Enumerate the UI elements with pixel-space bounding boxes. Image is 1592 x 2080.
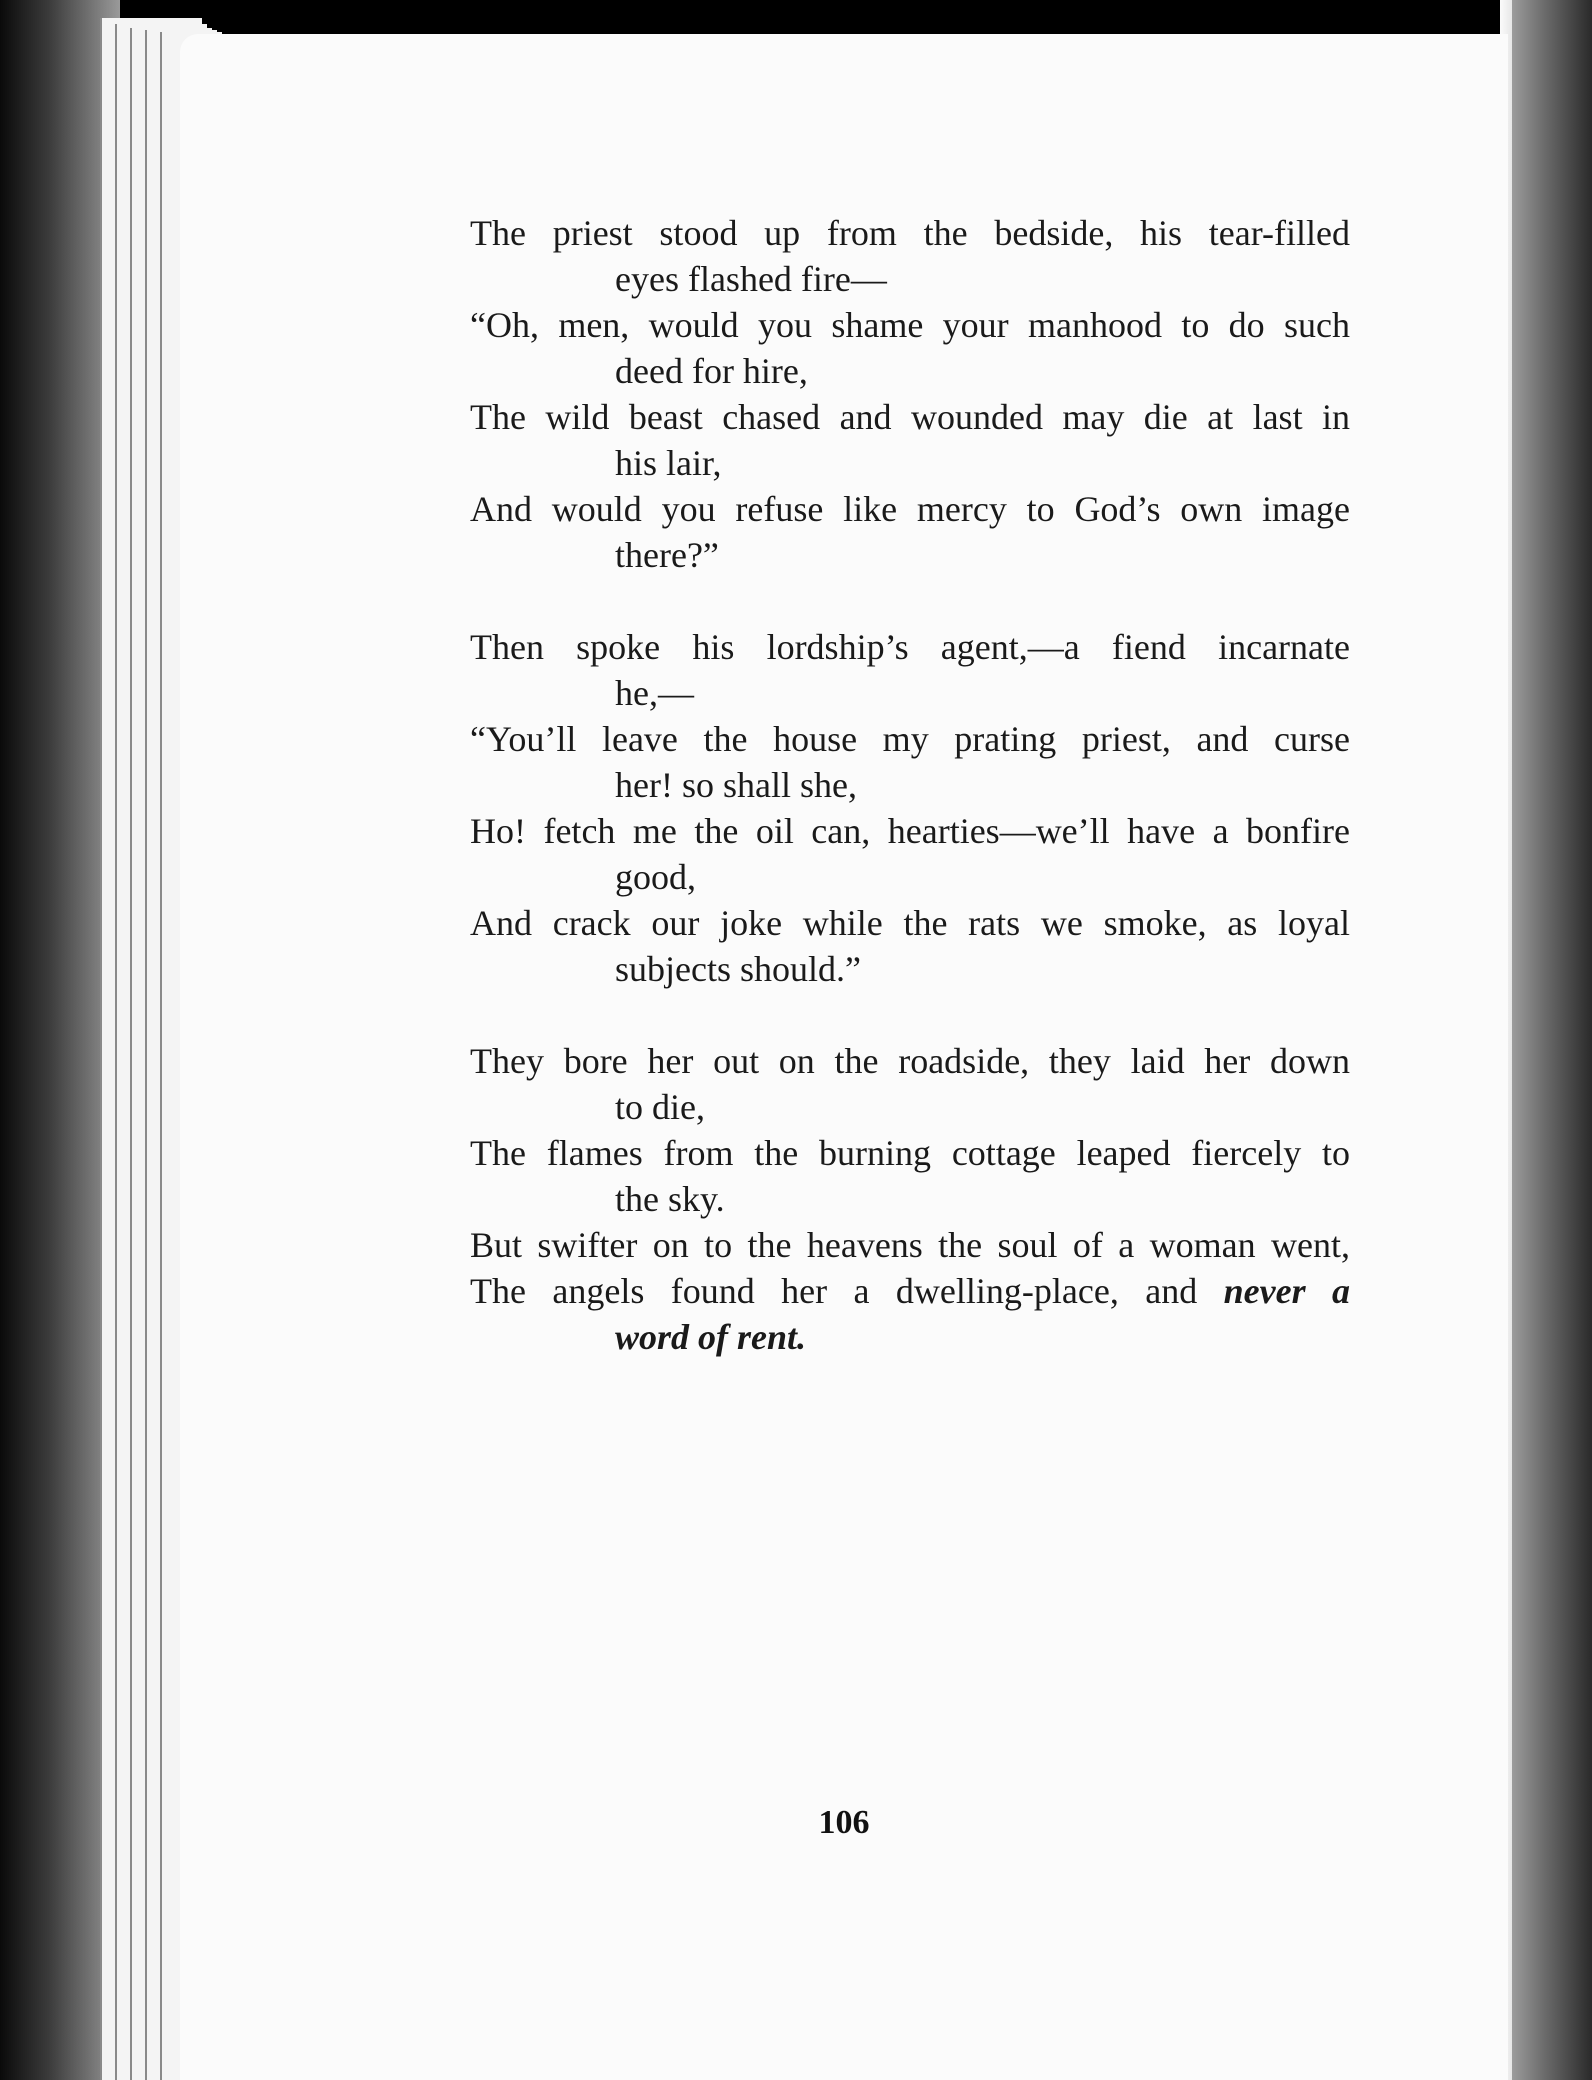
verse-line: “Oh, men, would you shame your manhood to do such deed for hire, xyxy=(470,305,1350,391)
verse-line: And would you refuse like mercy to God’s own image there?” xyxy=(470,489,1350,575)
page-number: 106 xyxy=(818,1804,870,1841)
verse-line: The flames from the burning cottage leaped fiercely to the sky. xyxy=(470,1133,1350,1219)
verse-line: And crack our joke while the rats we smoke, as loyal subjects should.” xyxy=(470,903,1350,989)
verse-line: “You’ll leave the house my prating priest, and curse her! so shall she, xyxy=(470,719,1350,805)
book-right-shadow xyxy=(1512,0,1592,2080)
stanza xyxy=(470,210,1370,578)
verse-line: The angels found her a dwelling-place, and never a word of rent. xyxy=(470,1268,1370,1360)
verse-line: They bore her out on the roadside, they laid her down to die, xyxy=(470,1041,1350,1127)
verse-line: The priest stood up from the bedside, his tear-filled eyes flashed fire— xyxy=(470,213,1350,299)
page-edges xyxy=(0,0,200,2080)
verse-line: The wild beast chased and wounded may die at last in his lair, xyxy=(470,397,1350,483)
poem-text xyxy=(470,210,1370,1406)
verse-line: Ho! fetch me the oil can, hearties—we’ll have a bonfire good, xyxy=(470,811,1350,897)
verse-line: But swifter on to the heavens the soul of a woman went, xyxy=(470,1225,1350,1265)
emphasis: never a xyxy=(1223,1271,1351,1311)
verse-line: Then spoke his lordship’s agent,—a fiend incarnate he,— xyxy=(470,627,1350,713)
stanza xyxy=(470,1038,1370,1360)
emphasis: word of rent. xyxy=(615,1317,807,1357)
stanza xyxy=(470,624,1370,992)
